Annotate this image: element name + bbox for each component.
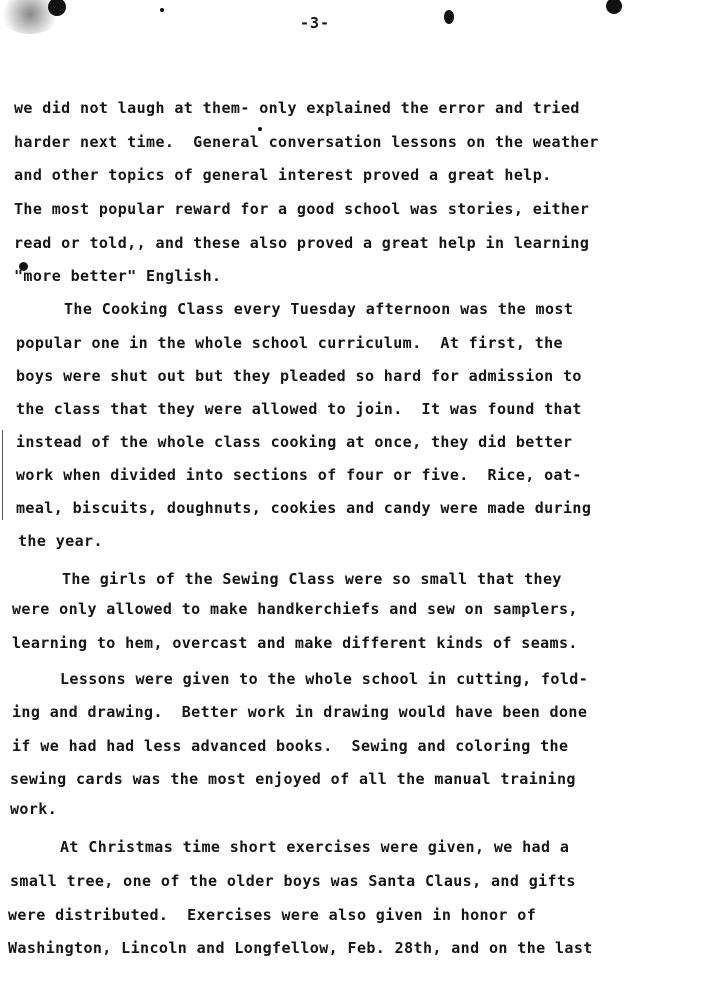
text-line: read or told,, and these also proved a great help in learning xyxy=(14,234,590,252)
scan-speck xyxy=(444,10,454,24)
text-line: the class that they were allowed to join. It was found that xyxy=(16,400,582,418)
text-line: work. xyxy=(10,800,58,818)
text-line: if we had had less advanced books. Sewing and coloring the xyxy=(12,737,569,755)
text-line: The Cooking Class every Tuesday afternoon was the most xyxy=(64,300,574,318)
text-line: The most popular reward for a good school was stories, either xyxy=(14,200,590,218)
text-line: boys were shut out but they pleaded so hard for admission to xyxy=(16,367,582,385)
scan-speck xyxy=(258,127,262,131)
text-line: and other topics of general interest proved a great help. xyxy=(14,166,552,184)
text-line: Washington, Lincoln and Longfellow, Feb. 28th, and on the last xyxy=(8,939,593,957)
scan-edge-mark xyxy=(2,430,3,520)
text-line: harder next time. General conversation lessons on the weather xyxy=(14,133,599,151)
text-line: The girls of the Sewing Class were so small that they xyxy=(62,570,562,588)
text-line: the year. xyxy=(18,532,103,550)
text-line: were distributed. Exercises were also given in honor of xyxy=(8,906,537,924)
text-line: work when divided into sections of four or five. Rice, oat- xyxy=(16,466,582,484)
text-line: ing and drawing. Better work in drawing would have been done xyxy=(12,703,588,721)
text-line: were only allowed to make handkerchiefs and sew on samplers, xyxy=(12,600,578,618)
scan-speck xyxy=(606,0,622,14)
text-line: we did not laugh at them- only explained the error and tried xyxy=(14,99,580,117)
text-line: Lessons were given to the whole school in cutting, fold- xyxy=(60,670,589,688)
text-line: learning to hem, overcast and make different kinds of seams. xyxy=(12,634,578,652)
page-number: -3- xyxy=(300,14,331,32)
text-line: "more better" English. xyxy=(14,267,222,285)
text-line: small tree, one of the older boys was Santa Claus, and gifts xyxy=(10,872,576,890)
text-line: sewing cards was the most enjoyed of all the manual training xyxy=(10,770,576,788)
text-line: instead of the whole class cooking at once, they did better xyxy=(16,433,573,451)
text-line: popular one in the whole school curriculum. At first, the xyxy=(16,334,563,352)
scan-speck xyxy=(160,8,164,12)
text-line: At Christmas time short exercises were given, we had a xyxy=(60,838,570,856)
text-line: meal, biscuits, doughnuts, cookies and candy were made during xyxy=(16,499,592,517)
scan-speck xyxy=(48,0,66,16)
